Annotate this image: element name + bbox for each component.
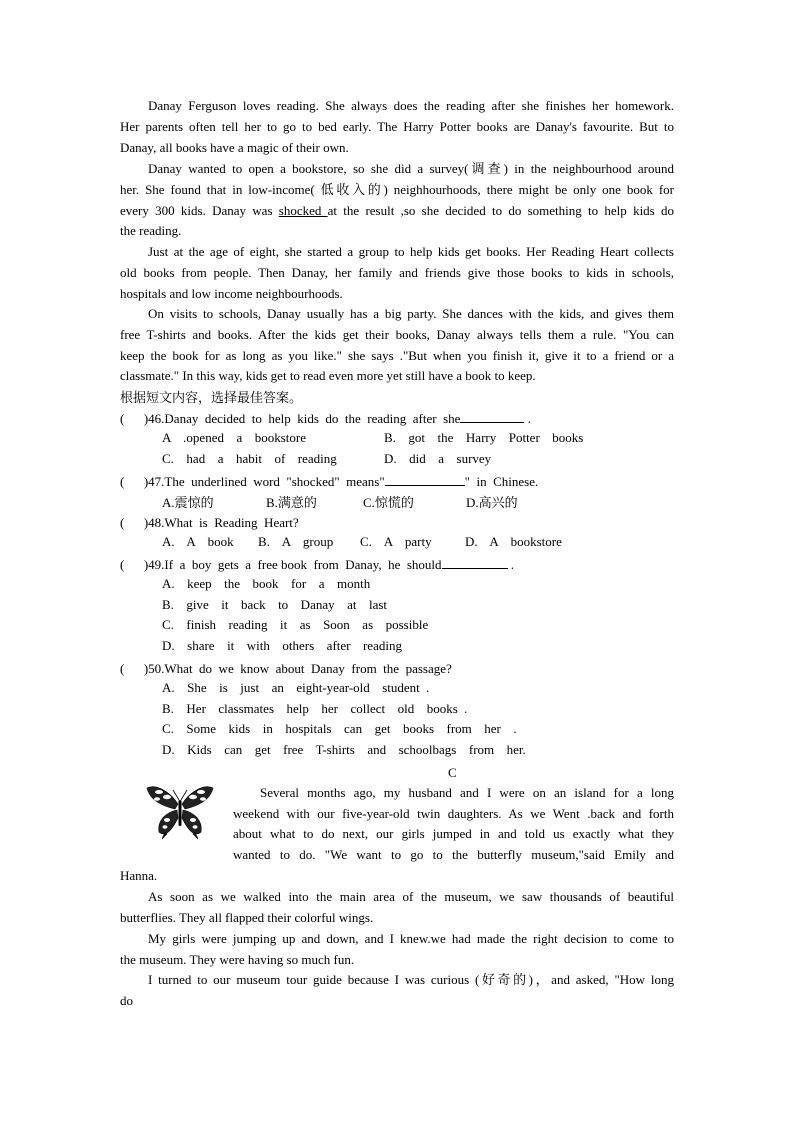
option-46-c[interactable]: C. had a habit of reading <box>162 451 337 466</box>
text-line: Danay wanted to open a bookstore, so she did a survey(调查) in the neighbourhood around <box>148 161 674 176</box>
text-line: As soon as we walked into the main area of the museum, we saw thousands of beautiful <box>148 889 674 904</box>
text-line: old books from people. Then Danay, her family and friends give those books to kids in schools, <box>120 264 674 280</box>
option-47-d[interactable]: D.高兴的 <box>466 495 518 510</box>
answer-blank[interactable] <box>460 410 524 423</box>
option-48-c[interactable]: C. A party <box>360 534 432 549</box>
option-47-b[interactable]: B.满意的 <box>266 495 317 510</box>
instruction-text: 根据短文内容，选择最佳答案。 <box>120 390 303 405</box>
passage-b-paragraph-1 <box>120 96 674 158</box>
section-c-label: C <box>448 765 457 780</box>
question-49-stem: ( )49.If a boy gets a free book from Danay, he should . <box>120 557 515 572</box>
option-48-a[interactable]: A. A book <box>162 534 234 549</box>
option-48-b[interactable]: B. A group <box>258 534 334 549</box>
butterfly-illustration <box>145 782 215 840</box>
option-49-c[interactable]: C. finish reading it as Soon as possible <box>162 617 429 632</box>
underlined-word: shocked <box>278 202 328 218</box>
text-line: classmate." In this way, kids get to read even more yet still have a book to keep. <box>120 368 536 384</box>
option-49-d[interactable]: D. share it with others after reading <box>162 638 402 653</box>
text-line: the reading. <box>120 223 182 239</box>
option-48-d[interactable]: D. A bookstore <box>465 534 562 549</box>
option-46-b[interactable]: B. got the Harry Potter books <box>384 430 584 445</box>
text-line: I turned to our museum tour guide because I was curious (好奇的)，and asked, "How long <box>148 972 674 987</box>
passage-b-paragraph-3 <box>120 242 674 304</box>
answer-blank[interactable] <box>385 473 465 486</box>
question-47-stem: ( )47.The underlined word "shocked" means" " in Chinese. <box>120 474 539 489</box>
passage-c-line: Hanna. <box>120 868 158 883</box>
passage-b-paragraph-2 <box>120 159 674 242</box>
option-50-a[interactable]: A. She is just an eight-year-old student . <box>162 680 430 695</box>
text-line: do <box>120 992 133 1008</box>
passage-c-line: wanted to do. "We want to go to the butterfly museum,"said Emily and <box>233 847 674 862</box>
option-49-a[interactable]: A. keep the book for a month <box>162 576 371 591</box>
text-line: Her parents often tell her to go to bed early. The Harry Potter books are Danay's favourite. But to <box>120 118 674 134</box>
answer-blank[interactable] <box>442 556 508 569</box>
passage-c-line: weekend with our five-year-old twin daughters. As we Went .back and forth <box>233 806 674 821</box>
text-line: every 300 kids. Danay was shocked at the result ,so she decided to do something to help kids do <box>120 202 675 218</box>
option-46-a[interactable]: A .opened a bookstore <box>162 430 307 445</box>
option-49-b[interactable]: B. give it back to Danay at last <box>162 597 388 612</box>
passage-c-line: about what to do next, our girls jumped in and told us exactly what they <box>233 826 674 841</box>
option-50-d[interactable]: D. Kids can get free T-shirts and schoolbags from her. <box>162 742 526 757</box>
text-line: My girls were jumping up and down, and I knew.we had made the right decision to come to <box>148 931 674 946</box>
option-50-c[interactable]: C. Some kids in hospitals can get books from her . <box>162 721 517 736</box>
option-47-a[interactable]: A.震惊的 <box>162 495 214 510</box>
option-47-c[interactable]: C.惊慌的 <box>363 495 414 510</box>
text-line: keep the book for as long as you like." she says ."But when you finish it, give it to a friend or a <box>120 347 674 363</box>
question-48-stem: ( )48.What is Reading Heart? <box>120 515 299 530</box>
text-line: the museum. They were having so much fun. <box>120 951 355 967</box>
question-50-stem: ( )50.What do we know about Danay from the passage? <box>120 661 452 676</box>
text-line: On visits to schools, Danay usually has a big party. She dances with the kids, and gives them <box>148 306 674 321</box>
text-line: Danay, all books have a magic of their own. <box>120 139 349 155</box>
text-line: butterflies. They all flapped their colorful wings. <box>120 909 374 925</box>
option-46-d[interactable]: D. did a survey <box>384 451 492 466</box>
option-50-b[interactable]: B. Her classmates help her collect old books . <box>162 701 468 716</box>
text-line: Danay Ferguson loves reading. She always does the reading after she finishes her homework. <box>148 98 674 113</box>
passage-c-paragraph-2 <box>120 887 674 929</box>
text-line: her. She found that in low-income( 低收入的) neighhourhoods, there might be only one book for <box>120 181 674 197</box>
question-46-stem: ( )46.Danay decided to help kids do the reading after she . <box>120 411 531 426</box>
text-line: Just at the age of eight, she started a group to help kids get books. Her Reading Heart collects <box>148 244 674 259</box>
text-line: hospitals and low income neighbourhoods. <box>120 285 343 301</box>
passage-c-line: Several months ago, my husband and I were on an island for a long <box>260 785 674 800</box>
passage-c-paragraph-4 <box>120 970 674 1012</box>
passage-b-paragraph-4 <box>120 304 674 387</box>
text-line: free T-shirts and books. After the kids get their books, Danay always tells them a rule. "You can <box>120 326 674 342</box>
passage-c-paragraph-3 <box>120 929 674 971</box>
